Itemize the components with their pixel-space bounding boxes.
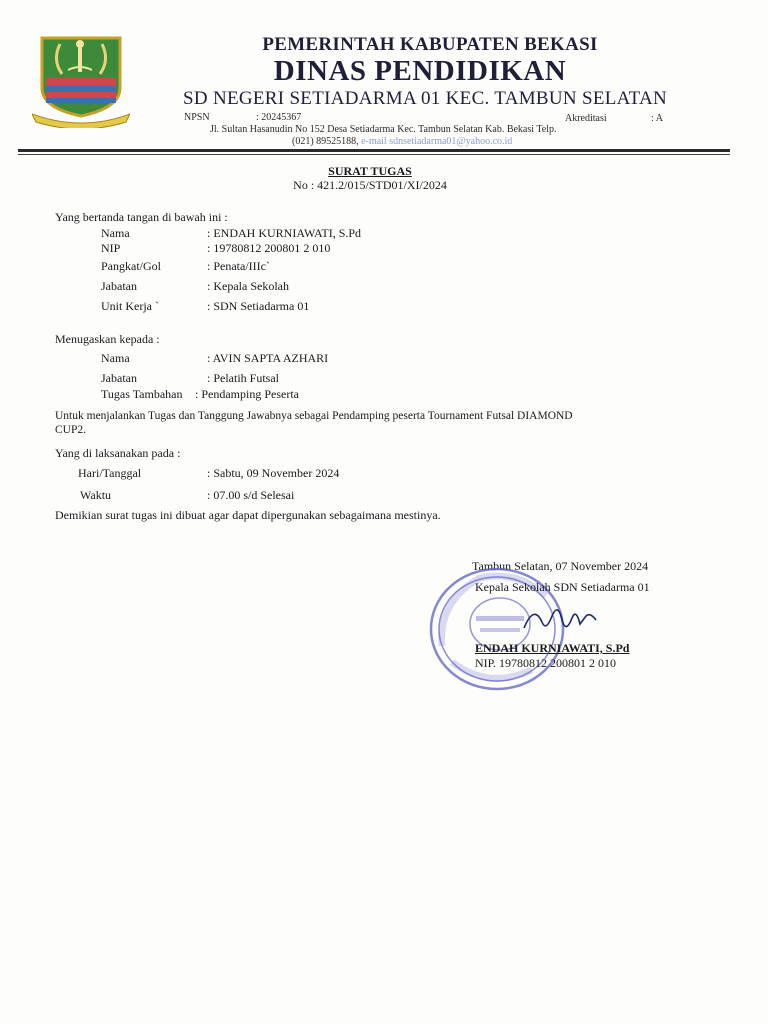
akreditasi-value: : A bbox=[651, 113, 663, 124]
judul-surat: SURAT TUGAS bbox=[328, 164, 412, 178]
kop-divider-thin bbox=[18, 154, 730, 155]
kop-divider bbox=[18, 149, 730, 152]
waktu-value: : 07.00 s/d Selesai bbox=[207, 488, 295, 502]
akreditasi-label: Akreditasi bbox=[565, 113, 607, 124]
alamat-sekolah: Jl. Sultan Hasanudin No 152 Desa Setiadarma Kec. Tambun Selatan Kab. Bekasi Telp. bbox=[210, 124, 557, 135]
jabatan-penandatangan: Kepala Sekolah SDN Setiadarma 01 bbox=[475, 580, 650, 594]
nama-penandatangan: ENDAH KURNIAWATI, S.Pd bbox=[475, 641, 630, 655]
pemberi-intro: Yang bertanda tangan di bawah ini : bbox=[55, 210, 228, 224]
pemberi-nip-label: NIP bbox=[101, 241, 121, 255]
telepon: (021) 89525188, bbox=[292, 136, 359, 147]
kop-dinas: DINAS PENDIDIKAN bbox=[273, 55, 567, 87]
uraian-tugas-line1: Untuk menjalankan Tugas dan Tanggung Jawabnya sebagai Pendamping peserta Tournament Futsal DIAMOND bbox=[55, 410, 573, 422]
hari-tanggal-value: : Sabtu, 09 November 2024 bbox=[207, 466, 340, 480]
pemberi-jabatan-label: Jabatan bbox=[101, 279, 137, 293]
penerima-tugas-label: Tugas Tambahan bbox=[101, 387, 183, 401]
npsn-label: NPSN bbox=[184, 112, 210, 123]
pemberi-nama-value: : ENDAH KURNIAWATI, S.Pd bbox=[207, 226, 362, 240]
kontak-sekolah bbox=[292, 136, 512, 147]
pelaksanaan-intro: Yang di laksanakan pada : bbox=[55, 446, 181, 460]
pemberi-pangkat-value: : Penata/IIIc` bbox=[207, 259, 270, 273]
handwritten-signature bbox=[520, 598, 600, 638]
pemberi-unit-label: Unit Kerja ` bbox=[101, 299, 159, 313]
penerima-intro: Menugaskan kepada : bbox=[55, 332, 160, 346]
uraian-tugas-line2: CUP2. bbox=[55, 424, 86, 436]
penerima-jabatan-value: : Pelatih Futsal bbox=[207, 371, 279, 385]
kop-sekolah: SD NEGERI SETIADARMA 01 KEC. TAMBUN SELATAN bbox=[183, 88, 667, 109]
kalimat-penutup: Demikian surat tugas ini dibuat agar dapat dipergunakan sebagaimana mestinya. bbox=[55, 508, 441, 522]
penerima-jabatan-label: Jabatan bbox=[101, 371, 137, 385]
kop-pemerintah: PEMERINTAH KABUPATEN BEKASI bbox=[262, 34, 598, 55]
hari-tanggal-label: Hari/Tanggal bbox=[78, 466, 142, 480]
waktu-label: Waktu bbox=[80, 488, 112, 502]
tempat-tanggal-surat: Tambun Selatan, 07 November 2024 bbox=[472, 559, 649, 573]
npsn-value: : 20245367 bbox=[256, 112, 302, 123]
pemberi-pangkat-label: Pangkat/Gol bbox=[101, 259, 161, 273]
penerima-nama-value: : AVIN SAPTA AZHARI bbox=[207, 351, 329, 365]
pemberi-jabatan-value: : Kepala Sekolah bbox=[207, 279, 289, 293]
pemberi-nama-label: Nama bbox=[101, 226, 130, 240]
kabupaten-bekasi-logo bbox=[32, 36, 130, 128]
nomor-surat: No : 421.2/015/STD01/XI/2024 bbox=[293, 178, 447, 192]
pemberi-unit-value: : SDN Setiadarma 01 bbox=[207, 299, 310, 313]
penerima-nama-label: Nama bbox=[101, 351, 130, 365]
pemberi-nip-value: : 19780812 200801 2 010 bbox=[207, 241, 331, 255]
email-link[interactable]: e-mail sdnsetiadarma01@yahoo.co.id bbox=[361, 136, 513, 147]
nip-penandatangan: NIP. 19780812 200801 2 010 bbox=[475, 656, 617, 670]
penerima-tugas-value: : Pendamping Peserta bbox=[195, 387, 299, 401]
